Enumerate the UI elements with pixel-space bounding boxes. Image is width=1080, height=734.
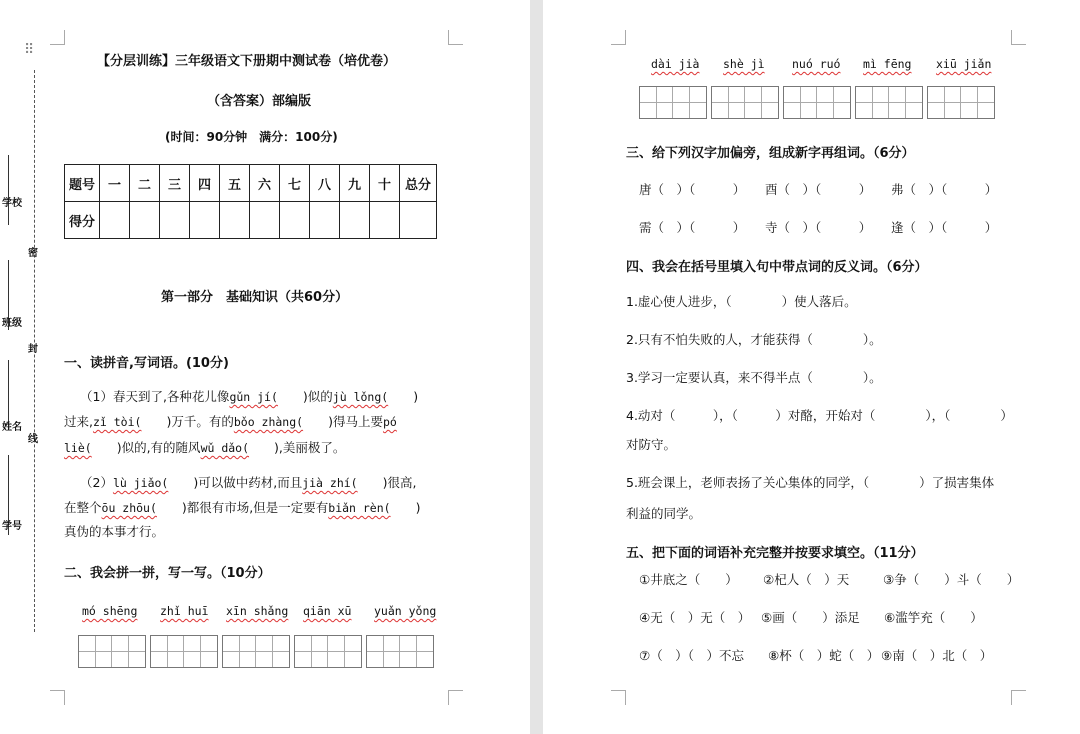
score-cell[interactable] [220,202,250,239]
writing-box[interactable] [639,86,707,119]
binding-segment [8,155,9,225]
score-col: 九 [340,165,370,202]
time-info: (时间：90分钟 满分：100分) [165,130,338,144]
writing-box[interactable] [366,635,434,668]
section-2-heading: 二、我会拼一拼，写一写。（10分） [64,566,271,581]
crop-mark [50,30,65,45]
crop-mark [611,690,626,705]
score-row-label: 得分 [65,202,100,239]
score-col: 二 [130,165,160,202]
paragraph-line: liè( )似的,有的随风wǔ dǎo( ),美丽极了。 [64,440,346,455]
radical-item: 酉（ ）（ ） [765,182,872,197]
writing-box[interactable] [927,86,995,119]
binding-seal: 线 [28,434,38,445]
question-item: 对防守。 [626,437,677,452]
section-4-heading: 四、我会在括号里填入句中带点词的反义词。（6分） [626,260,928,275]
pinyin-word: qiān xū [303,604,352,618]
question-item: 3.学习一定要认真，来不得半点（ ）。 [626,370,882,385]
idiom-item: ⑤画（ ）添足 [761,610,860,625]
score-col-total: 总分 [400,165,437,202]
binding-seal: 密 [28,248,38,259]
paragraph-line: 过来,zǐ tòi( )万千。有的bǒo zhàng( )得马上要pó [64,414,397,429]
drag-handle-icon[interactable]: ⠿ [24,42,36,58]
pinyin-word: xiū jiǎn [936,57,992,71]
section-5-heading: 五、把下面的词语补充完整并按要求填空。（11分） [626,546,924,561]
binding-label-school: 学校 [2,198,22,209]
score-cell[interactable] [340,202,370,239]
score-col: 五 [220,165,250,202]
score-cell[interactable] [400,202,437,239]
crop-mark [611,30,626,45]
idiom-item: ③争（ ）斗（ ） [883,572,1020,587]
question-item: 5.班会课上，老师表扬了关心集体的同学，（ ）了损害集体 [626,475,995,490]
binding-label-class: 班级 [2,318,22,329]
idiom-item: ⑥滥竽充（ ） [884,610,983,625]
pinyin-word: zhǐ huī [160,604,209,618]
pinyin-word: mì fēng [863,57,912,71]
writing-box[interactable] [222,635,290,668]
pinyin-word: xīn shǎng [226,604,289,618]
writing-box[interactable] [150,635,218,668]
pinyin-word: dài jià [651,57,700,71]
writing-box[interactable] [294,635,362,668]
idiom-item: ⑦（ ）（ ）不忘 [639,648,744,663]
question-item: 1.虚心使人进步，（ ）使人落后。 [626,294,857,309]
radical-item: 寺（ ）（ ） [765,220,872,235]
writing-grid [78,635,438,668]
score-col: 七 [280,165,310,202]
score-cell[interactable] [280,202,310,239]
right-page [543,0,1080,734]
score-col: 一 [100,165,130,202]
score-cell[interactable] [370,202,400,239]
pinyin-word: yuǎn yǒng [374,604,437,618]
binding-label-number: 学号 [2,521,22,532]
radical-item: 逢（ ）（ ） [891,220,998,235]
score-cell[interactable] [310,202,340,239]
score-col: 四 [190,165,220,202]
paragraph-line: 真伪的本事才行。 [64,524,165,539]
score-cell[interactable] [190,202,220,239]
exam-title: 【分层训练】三年级语文下册期中测试卷（培优卷） [97,54,397,69]
paragraph-line: （1）春天到了,各种花儿像gǔn jí( )似的jù lǒng( ) [80,389,419,404]
binding-label-name: 姓名 [2,422,22,433]
radical-item: 唐（ ）（ ） [639,182,746,197]
left-page [0,0,530,734]
writing-box[interactable] [855,86,923,119]
writing-box[interactable] [78,635,146,668]
crop-mark [448,690,463,705]
binding-seal: 封 [28,344,38,355]
question-item: 利益的同学。 [626,506,702,521]
score-col: 十 [370,165,400,202]
writing-box[interactable] [783,86,851,119]
score-col: 六 [250,165,280,202]
paragraph-line: 在整个ōu zhōu( )都很有市场,但是一定要有biǎn rèn( ) [64,500,421,515]
section-3-heading: 三、给下列汉字加偏旁，组成新字再组词。（6分） [626,146,915,161]
score-header-label: 题号 [65,165,100,202]
writing-box[interactable] [711,86,779,119]
pinyin-word: mó shēng [82,604,138,618]
paragraph-line: （2）lù jiǎo( )可以做中药材,而且jià zhí( )很高, [80,475,417,490]
pinyin-word: shè jì [723,57,765,71]
writing-grid [639,86,999,119]
radical-item: 弗（ ）（ ） [891,182,998,197]
score-table [64,164,437,239]
score-col: 八 [310,165,340,202]
part-heading: 第一部分 基础知识（共60分） [161,290,349,305]
score-cell[interactable] [160,202,190,239]
idiom-item: ④无（ ）无（ ） [639,610,751,625]
crop-mark [50,690,65,705]
score-cell[interactable] [100,202,130,239]
idiom-item: ①井底之（ ） [639,572,738,587]
pinyin-word: nuó ruó [792,57,841,71]
question-item: 4.动对（ ），（ ）对酪，开始对（ ），（ ） [626,408,1013,423]
idiom-item: ⑨南（ ）北（ ） [881,648,993,663]
crop-mark [1011,690,1026,705]
radical-item: 需（ ）（ ） [639,220,746,235]
crop-mark [448,30,463,45]
idiom-item: ②杞人（ ）天 [763,572,850,587]
section-1-heading: 一、读拼音,写词语。(10分) [64,356,229,371]
idiom-item: ⑧杯（ ）蛇（ ） [768,648,880,663]
score-cell[interactable] [250,202,280,239]
exam-subtitle: （含答案）部编版 [207,94,312,109]
question-item: 2.只有不怕失败的人，才能获得（ ）。 [626,332,882,347]
score-col: 三 [160,165,190,202]
crop-mark [1011,30,1026,45]
score-cell[interactable] [130,202,160,239]
